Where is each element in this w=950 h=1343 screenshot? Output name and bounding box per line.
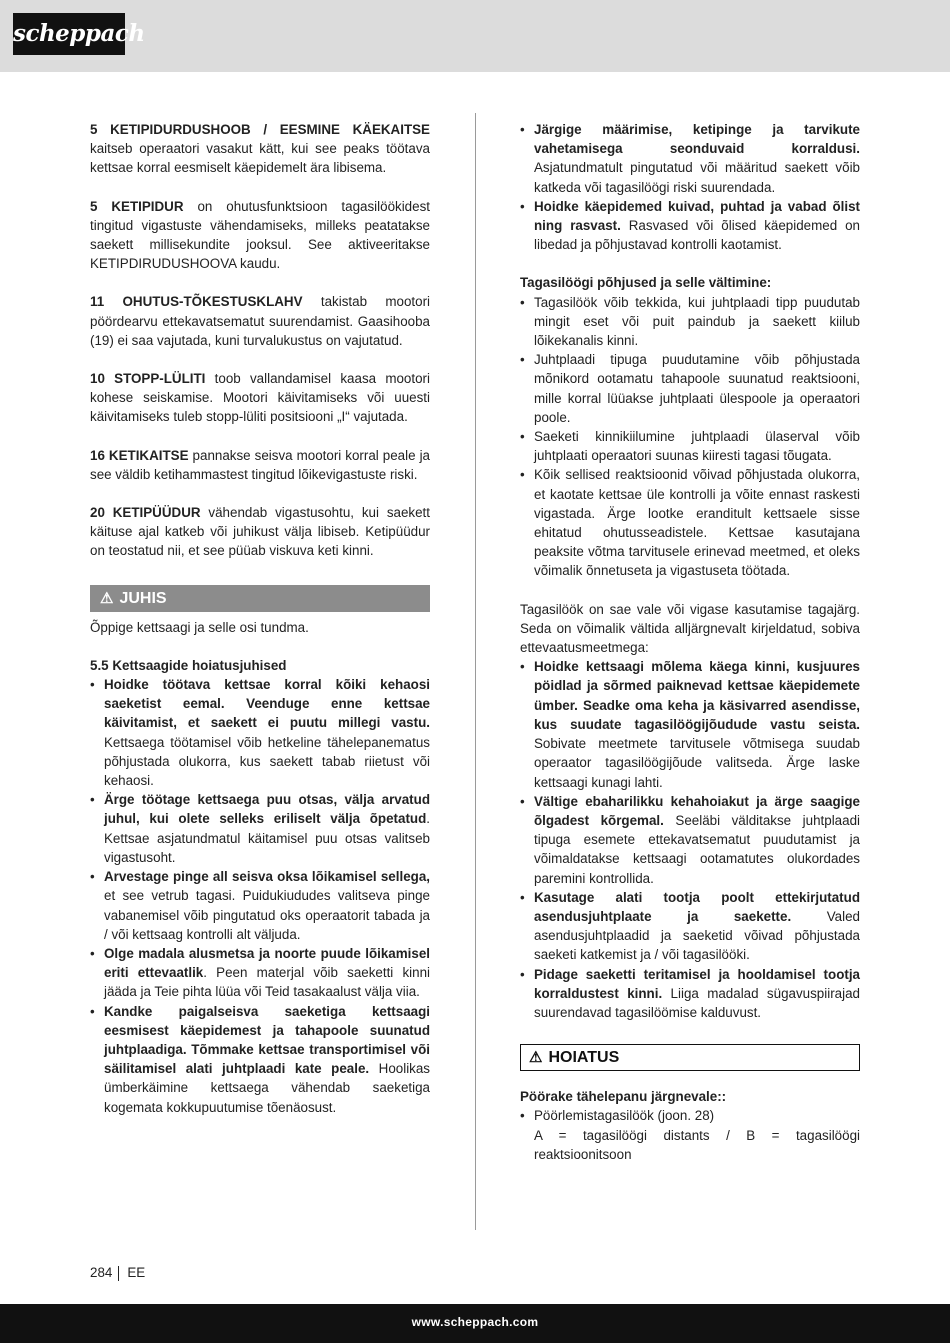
right-column: [520, 120, 860, 1164]
warning-list-continued: [520, 120, 860, 254]
list-item: • Hoidke kettsaagi mõlema käega kinni, kusjuures pöidlad ja sõrmed paiknevad kettsae käepidemete ümber. Seadke oma keha ja käsivarred asendisse, kus suudate tagasilöögijõudude vastu seista. Sobivate meetmete tarvitusele võtmisega suudab operaator tagasilöögijõude valitseda. Ärge laske kettsaagi kunagi lahti.: [520, 657, 860, 791]
list-item: • Tagasilöök võib tekkida, kui juhtplaadi tipp puudutab mingit eset või puit paindub ja saekett kiilub lõikekanalis kinni.: [520, 293, 860, 351]
warning-triangle-icon: ⚠: [529, 1049, 543, 1067]
note-box-juhis: [90, 585, 430, 612]
section-title: 5.5 Kettsaagide hoiatusjuhised: [90, 657, 287, 673]
list-item: • Kasutage alati tootja poolt ettekirjutatud asendusjuhtplaate ja saekette. Valed asendusjuhtplaadid ja saeketid võivad põhjustada saeketi katkemist ja / või tagasilööki.: [520, 888, 860, 965]
column-divider: [475, 113, 476, 1230]
note-text: Õppige kettsaagi ja selle osi tundma.: [90, 619, 309, 635]
list-item: • Kandke paigalseisva saeketiga kettsaagi eesmisest käepidemest ja tahapoole suunatud juhtplaadiga. Tõmmake kettsae transportimisel või säilitamisel alati juhtplaadi kate peale. Hoolikas ümberkäimine kettsaega vähendab saeketiga kogemata kokkupuutumise tõenäosust.: [90, 1002, 430, 1117]
kickback-paragraph: Tagasilöök on sae vale või vigase kasutamise tagajärg. Seda on võimalik vältida alljärgnevalt kirjeldatud, sobiva ettevaatusmeetmega:: [520, 601, 860, 656]
list-item: • Hoidke töötava kettsae korral kõiki kehaosi saeketist eemal. Veenduge enne kettsae käivitamist, et saekett ei puutu millegi vastu. Kettsaega töötamisel võib hetkeline tähelepanematus põhjustada olukorra, kus saekett tabab riietust või kehaosi.: [90, 675, 430, 790]
attention-subtext: A = tagasilöögi distants / B = tagasilöögi reaktsioonitsoon: [534, 1127, 860, 1162]
page-number-value: 284: [90, 1265, 113, 1280]
list-item: • Olge madala alusmetsa ja noorte puude lõikamisel eriti ettevaatlik. Peen materjal võib saeketti kinni jääda ja Teie pihta lüüa või Teid tasakaalust välja viia.: [90, 944, 430, 1002]
warning-box-hoiatus: [520, 1044, 860, 1071]
list-item: • Saeketi kinnikiilumine juhtplaadi ülaserval võib juhtplaati operaatori suunas kiiresti tagasi tõugata.: [520, 427, 860, 465]
precaution-list: [520, 657, 860, 1022]
list-item: • Pidage saeketti teritamisel ja hooldamisel tootja korraldustest kinni. Liiga madalad sügavuspiirajad suurendavad tagasilöömise kalduvust.: [520, 965, 860, 1023]
list-item: • Vältige ebaharilikku kehahoiakut ja ärge saagige õlgadest kõrgemal. Seeläbi välditakse juhtplaadi tipuga esemete ettekavatsematut puudutamist ja võimaldatakse kettsaagi ootamatutes olukordades paremini kontrollida.: [520, 792, 860, 888]
list-item: • Kõik sellised reaktsioonid võivad põhjustada olukorra, et kaotate kettsae üle kontrolli ja võite ennast raskesti vigastada. Ärge lootke eranditult kettsaele sisse ehitatud ohutusseadistele. Kettsae kasutajana peaksite võtma tarvitusele erinevad meetmed, et oleks võimalik õnnetuseta ja vigastuseta töötada.: [520, 465, 860, 580]
attention-list: [520, 1106, 860, 1125]
left-column: [90, 120, 430, 1117]
paragraph-chain-catcher: 20 KETIPÜÜDUR vähendab vigastusohtu, kui saekett käituse ajal katkeb või juhikust välja libiseb. Ketipüüdur on teostatud nii, et see püüab viskuva keti kinni.: [90, 505, 431, 559]
page-footer: [0, 1304, 950, 1343]
website-url: www.scheppach.com: [411, 1315, 539, 1329]
language-code: EE: [127, 1265, 146, 1280]
warning-list: [90, 675, 430, 1117]
list-item: • Juhtplaadi tipuga puudutamine võib põhjustada mõnikord ootamatu tahapoole suunatud reaktsiooni, mille korral lüüakse juhtplaati ülespoole ja operaatori poole.: [520, 350, 860, 427]
list-item: • Pöörlemistagasilöök (joon. 28): [520, 1106, 860, 1125]
note-title: JUHIS: [119, 589, 167, 607]
warning-title: HOIATUS: [548, 1049, 620, 1067]
page-number: [90, 1265, 145, 1281]
list-item: • Järgige määrimise, ketipinge ja tarvikute vahetamisega seonduvaid korraldusi. Asjatundmatult pingutatud või määritud saekett võib katkeda või tagasilöögi riski suurendada.: [520, 120, 860, 197]
attention-title: Pöörake tähelepanu järgnevale::: [520, 1089, 727, 1105]
paragraph-chain-guard: 16 KETIKAITSE pannakse seisva mootori korral peale ja see väldib ketihammastest tingitud lõikevigastuste riski.: [90, 447, 430, 482]
scheppach-logo: scheppach: [13, 13, 125, 55]
page-header: [0, 0, 950, 72]
paragraph-chain-brake: 5 KETIPIDUR on ohutusfunktsioon tagasilöökidest tingitud vigastuste vähendamiseks, milleks peatatakse saekett millisekundite jooksul. See aktiveeritakse KETIPDIRUDUSHOOVA kaudu.: [90, 198, 430, 272]
list-item: • Ärge töötage kettsaega puu otsas, välja arvatud juhul, kui olete selleks eriliselt välja õpetatud. Kettsae asjatundmatul käitamisel puu otsas valitseb vigastusoht.: [90, 790, 430, 867]
paragraph-safety-lock: 11 OHUTUS-TÕKESTUSKLAHV takistab mootori pöördearvu ettekavatsematut suurendamist. Gaasihooba (19) ei saa vajutada, kuni turvalukustus on vajutatud.: [90, 294, 430, 348]
warning-triangle-icon: ⚠: [100, 589, 114, 607]
list-item: • Arvestage pinge all seisva oksa lõikamisel sellega, et see vetrub tagasi. Puidukiududes valitseva pinge vabanemisel võib pingutatud oks operaatorit tabada ja / või kettsaag kontrolli alt väljuda.: [90, 867, 430, 944]
page-number-separator: [118, 1266, 119, 1281]
kickback-list: [520, 293, 860, 581]
paragraph-chain-brake-lever: 5 KETIPIDURDUSHOOB / EESMINE KÄEKAITSE kaitseb operaatori vasakut kätt, kui see peaks töötava kettsae korral eesmiselt käepidemelt ära libisema.: [90, 122, 430, 176]
kickback-title: Tagasilöögi põhjused ja selle vältimine:: [520, 275, 772, 291]
list-item: • Hoidke käepidemed kuivad, puhtad ja vabad õlist ning rasvast. Rasvased või õlised käepidemed on libedad ja põhjustavad kontrolli kaotamist.: [520, 197, 860, 255]
paragraph-stop-switch: 10 STOPP-LÜLITI toob vallandamisel kaasa mootori kohese seiskamise. Mootori käivitamiseks või uuesti käivitamiseks tuleb stopp-lüliti positsiooni „I“ vajutada.: [90, 371, 430, 425]
